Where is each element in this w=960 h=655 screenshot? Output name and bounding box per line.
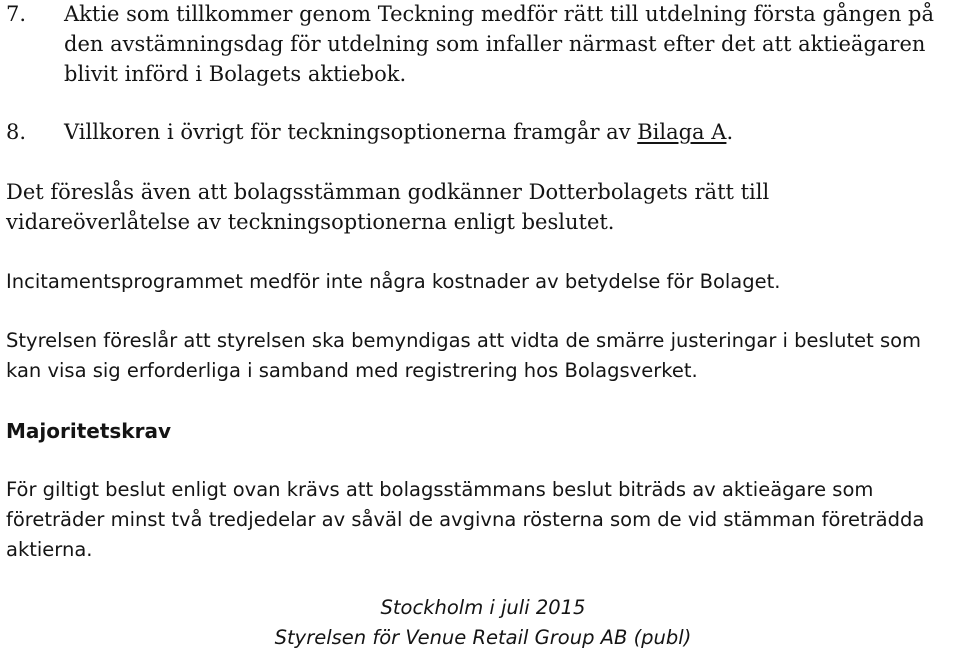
bilaga-a-link[interactable]: Bilaga A <box>637 120 727 144</box>
list-item-number: 8. <box>6 120 27 144</box>
paragraph-bemyndigande: Styrelsen föreslår att styrelsen ska bemyndigas att vidta de smärre justeringar i beslutet som kan visa sig erforderliga i samband med registrering hos Bolagsverket. <box>6 329 922 382</box>
signature-place-date: Stockholm i juli 2015 <box>380 596 586 619</box>
section-heading-majoritetskrav: Majoritetskrav <box>6 419 171 443</box>
list-item-text <box>64 117 956 147</box>
list-item-7 <box>6 0 956 89</box>
paragraph-majoritetskrav: För giltigt beslut enligt ovan krävs att bolagsstämmans beslut biträds av aktieägare som företräder minst två tredjedelar av såväl de avgivna rösterna som de vid stämman företrädda aktierna. <box>6 478 925 561</box>
paragraph-kostnader: Incitamentsprogrammet medför inte några kostnader av betydelse för Bolaget. <box>6 270 781 293</box>
list-item-text-before: Villkoren i övrigt för teckningsoptionerna framgår av <box>64 120 638 144</box>
list-item-text-after: . <box>726 120 734 144</box>
signature-signatory: Styrelsen för Venue Retail Group AB (publ) <box>274 626 692 649</box>
list-item-number: 7. <box>6 2 27 26</box>
list-item-8 <box>6 117 956 147</box>
list-item-text: Aktie som tillkommer genom Teckning medför rätt till utdelning första gången på den avstämningsdag för utdelning som infaller närmast efter det att aktieägaren blivit införd i Bolagets aktiebok. <box>64 2 934 86</box>
paragraph-dotterbolag: Det föreslås även att bolagsstämman godkänner Dotterbolagets rätt till vidareöverlåtelse av teckningsoptionerna enligt beslutet. <box>6 180 770 234</box>
